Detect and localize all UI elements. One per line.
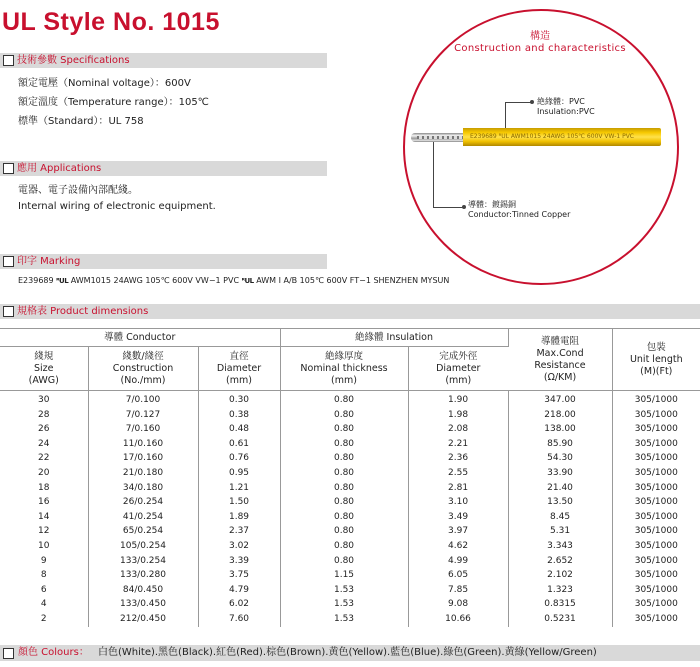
table-row — [0, 554, 700, 569]
conductor-group-header: 導體 Conductor — [0, 329, 280, 347]
outer-diameter-cell: 2.55 — [408, 466, 508, 481]
size-cell: 12 — [0, 524, 88, 539]
table-row — [0, 422, 700, 437]
resistance-header: 導體電阻 Max.Cond Resistance (Ω/KM) — [508, 329, 612, 391]
conductor-leader-line — [433, 142, 434, 208]
unit-length-cell: 305/1000 — [634, 438, 678, 449]
outer-diameter-cell: 1.90 — [408, 391, 508, 408]
table-row — [0, 466, 700, 481]
construction-cell: 17/0.160 — [88, 451, 198, 466]
table-row — [0, 539, 700, 554]
diameter-cell: 0.30 — [198, 391, 280, 408]
construction-cell: 212/0.450 — [88, 612, 198, 627]
construction-cell: 7/0.160 — [88, 422, 198, 437]
unit-length-cell: 305/1000 — [634, 467, 678, 478]
spec-standard: 標準（Standard）：UL 758 — [18, 116, 144, 127]
colours-list: 白色(White).黑色(Black).紅色(Red).棕色(Brown).黄色(Yellow).藍色(Blue).綠色(Green).黄綠(Yellow/Green) — [98, 647, 597, 658]
outer-diameter-cell: 2.36 — [408, 451, 508, 466]
resistance-cell: 138.00 — [508, 422, 612, 437]
marking-text — [18, 276, 449, 285]
resistance-cell: 33.90 — [508, 466, 612, 481]
product-dimensions-table — [0, 328, 700, 627]
outer-diameter-cell: 4.62 — [408, 539, 508, 554]
unit-length-cell: 305/1000 — [634, 511, 678, 522]
marking-awm: AWM1015 24AWG 105℃ 600V VW−1 PVC — [70, 276, 240, 285]
diameter-cell: 0.95 — [198, 466, 280, 481]
application-en: Internal wiring of electronic equipment. — [18, 201, 216, 212]
conductor-label-en: Conductor:Tinned Copper — [468, 210, 571, 219]
construction-cell: 34/0.180 — [88, 481, 198, 496]
conductor-leader-dot — [462, 205, 466, 209]
applications-heading: 應用 Applications — [17, 163, 102, 174]
wire-print-text: E239689 ᴿUL AWM1015 24AWG 105℃ 600V VW-1 PVC — [470, 133, 634, 140]
size-cell: 9 — [0, 554, 88, 569]
dimensions-heading: 規格表 Product dimensions — [17, 306, 149, 317]
unit-length-cell: 305/1000 — [634, 584, 678, 595]
size-cell: 10 — [0, 539, 88, 554]
construction-cell: 105/0.254 — [88, 539, 198, 554]
insulation-leader-dot — [530, 100, 534, 104]
construction-cell: 7/0.100 — [88, 391, 198, 408]
resistance-cell: 3.343 — [508, 539, 612, 554]
construction-header: 綫數/綫徑 Construction (No./mm) — [88, 347, 198, 391]
specifications-section-header — [0, 53, 327, 68]
size-cell: 30 — [0, 391, 88, 408]
table-row — [0, 597, 700, 612]
thickness-cell: 0.80 — [280, 554, 408, 569]
spec-voltage: 額定電壓（Nominal voltage）：600V — [18, 78, 191, 89]
unit-length-cell: 305/1000 — [634, 613, 678, 624]
table-row — [0, 481, 700, 496]
table-row — [0, 495, 700, 510]
construction-cell: 41/0.254 — [88, 510, 198, 525]
marking-cul: AWM I A/B 105℃ 600V FT−1 SHENZHEN MYSUN — [256, 276, 450, 285]
diameter-cell: 7.60 — [198, 612, 280, 627]
diameter-cell: 3.39 — [198, 554, 280, 569]
diameter-header: 直徑 Diameter (mm) — [198, 347, 280, 391]
outer-diameter-cell: 9.08 — [408, 597, 508, 612]
insulation-callout — [537, 97, 595, 117]
unit-length-cell: 305/1000 — [634, 555, 678, 566]
construction-cell: 21/0.180 — [88, 466, 198, 481]
thickness-cell: 1.53 — [280, 597, 408, 612]
size-cell: 28 — [0, 408, 88, 423]
table-body — [0, 391, 700, 627]
insulation-group-header: 絶緣體 Insulation — [280, 329, 508, 347]
marking-file-number: E239689 — [18, 276, 54, 285]
conductor-strands — [417, 136, 467, 139]
table-row — [0, 612, 700, 627]
outer-diameter-cell: 1.98 — [408, 408, 508, 423]
table-row — [0, 391, 700, 408]
checkbox-square-icon — [3, 648, 14, 659]
resistance-cell: 347.00 — [508, 391, 612, 408]
construction-cell: 7/0.127 — [88, 408, 198, 423]
checkbox-square-icon — [3, 306, 14, 317]
outer-diameter-cell: 2.08 — [408, 422, 508, 437]
construction-cell: 133/0.280 — [88, 568, 198, 583]
resistance-cell: 2.652 — [508, 554, 612, 569]
diameter-cell: 2.37 — [198, 524, 280, 539]
insulation-leader-line — [505, 102, 531, 103]
construction-cell: 26/0.254 — [88, 495, 198, 510]
diameter-cell: 4.79 — [198, 583, 280, 598]
size-cell: 14 — [0, 510, 88, 525]
construction-cell: 11/0.160 — [88, 437, 198, 452]
thickness-cell: 0.80 — [280, 510, 408, 525]
unit-length-cell: 305/1000 — [634, 395, 678, 405]
ul-logo-icon: ᴿUL — [241, 277, 254, 285]
size-cell: 26 — [0, 422, 88, 437]
thickness-cell: 0.80 — [280, 539, 408, 554]
unit-length-cell: 305/1000 — [634, 482, 678, 493]
insulation-label-en: Insulation:PVC — [537, 107, 595, 116]
unit-length-cell: 305/1000 — [634, 540, 678, 551]
application-cn: 電器、電子設備內部配綫。 — [18, 185, 138, 196]
thickness-cell: 0.80 — [280, 451, 408, 466]
table-row — [0, 451, 700, 466]
diameter-cell: 3.75 — [198, 568, 280, 583]
diameter-cell: 0.48 — [198, 422, 280, 437]
resistance-cell: 5.31 — [508, 524, 612, 539]
page-title: UL Style No. 1015 — [2, 8, 220, 36]
colours-label: 顏色 Colours： — [18, 647, 89, 658]
construction-cell: 133/0.450 — [88, 597, 198, 612]
outer-diameter-header: 完成外徑 Diameter (mm) — [408, 347, 508, 391]
diameter-cell: 0.61 — [198, 437, 280, 452]
diameter-cell: 1.21 — [198, 481, 280, 496]
outer-diameter-cell: 2.21 — [408, 437, 508, 452]
unit-length-cell: 305/1000 — [634, 424, 678, 435]
construction-cell: 84/0.450 — [88, 583, 198, 598]
unit-length-cell: 305/1000 — [634, 526, 678, 537]
thickness-cell: 1.15 — [280, 568, 408, 583]
diameter-cell: 0.38 — [198, 408, 280, 423]
resistance-cell: 0.8315 — [508, 597, 612, 612]
size-header: 綫規 Size (AWG) — [0, 347, 88, 391]
insulation-leader-line — [505, 102, 506, 128]
size-cell: 20 — [0, 466, 88, 481]
marking-section-header — [0, 254, 327, 269]
outer-diameter-cell: 3.97 — [408, 524, 508, 539]
diameter-cell: 0.76 — [198, 451, 280, 466]
table-row — [0, 568, 700, 583]
ul-logo-icon: ᴿUL — [56, 277, 69, 285]
resistance-cell: 13.50 — [508, 495, 612, 510]
applications-section-header — [0, 161, 327, 176]
table-row — [0, 583, 700, 598]
diameter-cell: 6.02 — [198, 597, 280, 612]
thickness-header: 絶緣厚度 Nominal thickness (mm) — [280, 347, 408, 391]
size-cell: 18 — [0, 481, 88, 496]
thickness-cell: 0.80 — [280, 524, 408, 539]
resistance-cell: 54.30 — [508, 451, 612, 466]
unit-length-header: 包裝 Unit length (M)(Ft) — [612, 329, 700, 391]
diameter-cell: 1.89 — [198, 510, 280, 525]
size-cell: 16 — [0, 495, 88, 510]
outer-diameter-cell: 10.66 — [408, 612, 508, 627]
colours-bar — [0, 645, 700, 661]
specifications-heading: 技術參數 Specifications — [17, 55, 130, 66]
unit-length-cell: 305/1000 — [634, 599, 678, 610]
diameter-cell: 3.02 — [198, 539, 280, 554]
table-row — [0, 524, 700, 539]
resistance-cell: 218.00 — [508, 408, 612, 423]
resistance-cell: 1.323 — [508, 583, 612, 598]
resistance-cell: 0.5231 — [508, 612, 612, 627]
size-cell: 4 — [0, 597, 88, 612]
dimensions-section-header — [0, 304, 700, 319]
construction-title-en: Construction and characteristics — [454, 43, 626, 54]
size-cell: 22 — [0, 451, 88, 466]
unit-length-cell: 305/1000 — [634, 497, 678, 508]
marking-heading: 印字 Marking — [17, 256, 81, 267]
spec-temperature: 額定溫度（Temperature range）：105℃ — [18, 97, 209, 108]
outer-diameter-cell: 3.49 — [408, 510, 508, 525]
checkbox-square-icon — [3, 256, 14, 267]
outer-diameter-cell: 3.10 — [408, 495, 508, 510]
outer-diameter-cell: 6.05 — [408, 568, 508, 583]
checkbox-square-icon — [3, 55, 14, 66]
unit-length-cell: 305/1000 — [634, 409, 678, 420]
thickness-cell: 0.80 — [280, 408, 408, 423]
construction-title-cn: 構造 — [530, 31, 550, 42]
diameter-cell: 1.50 — [198, 495, 280, 510]
conductor-leader-line — [433, 207, 463, 208]
thickness-cell: 0.80 — [280, 481, 408, 496]
unit-length-cell: 305/1000 — [634, 453, 678, 464]
resistance-cell: 21.40 — [508, 481, 612, 496]
thickness-cell: 0.80 — [280, 391, 408, 408]
resistance-cell: 8.45 — [508, 510, 612, 525]
checkbox-square-icon — [3, 163, 14, 174]
thickness-cell: 1.53 — [280, 583, 408, 598]
outer-diameter-cell: 2.81 — [408, 481, 508, 496]
thickness-cell: 0.80 — [280, 495, 408, 510]
size-cell: 24 — [0, 437, 88, 452]
thickness-cell: 1.53 — [280, 612, 408, 627]
thickness-cell: 0.80 — [280, 466, 408, 481]
table-row — [0, 408, 700, 423]
thickness-cell: 0.80 — [280, 422, 408, 437]
unit-length-cell: 305/1000 — [634, 570, 678, 581]
size-cell: 2 — [0, 612, 88, 627]
thickness-cell: 0.80 — [280, 437, 408, 452]
conductor-label-cn: 導體：鍍錫銅 — [468, 200, 516, 209]
construction-cell: 133/0.254 — [88, 554, 198, 569]
conductor-callout — [468, 200, 570, 220]
resistance-cell: 2.102 — [508, 568, 612, 583]
outer-diameter-cell: 4.99 — [408, 554, 508, 569]
resistance-cell: 85.90 — [508, 437, 612, 452]
size-cell: 8 — [0, 568, 88, 583]
table-row — [0, 437, 700, 452]
table-row — [0, 510, 700, 525]
construction-cell: 65/0.254 — [88, 524, 198, 539]
size-cell: 6 — [0, 583, 88, 598]
outer-diameter-cell: 7.85 — [408, 583, 508, 598]
insulation-label-cn: 絶緣體：PVC — [537, 97, 585, 106]
